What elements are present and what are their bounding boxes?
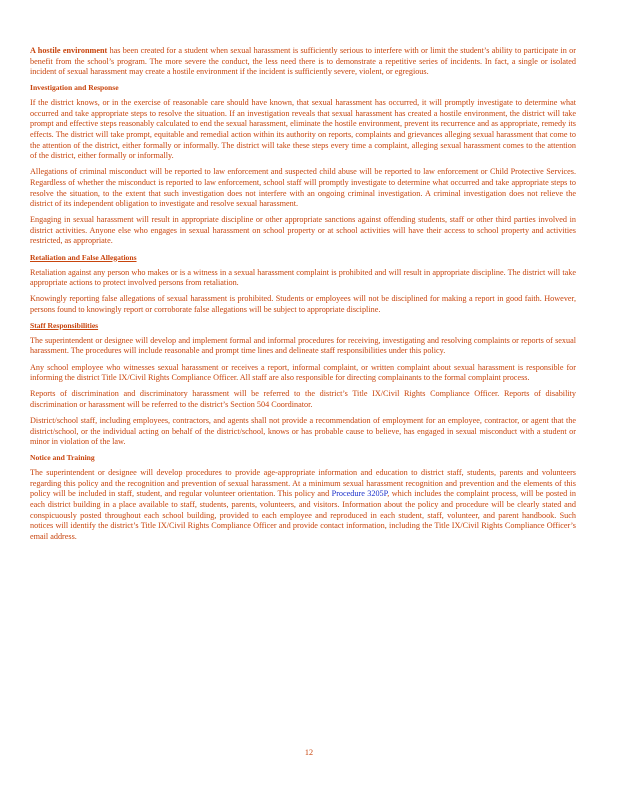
investigation-paragraph-2: Allegations of criminal misconduct will be reported to law enforcement and suspected child abuse will be reported to law enforcement or Child Protective Services. Regardless of whether the misconduct is reported to law enforcement, school staff will promptly investigate to determine what occurred and take appropriate steps to resolve the situation, to the extent that such investigation does not interfere with an ongoing criminal investigation. A criminal investigation does not relieve the district of its independent obligation to investigate and resolve sexual harassment. — [30, 167, 576, 209]
investigation-paragraph-1: If the district knows, or in the exercise of reasonable care should have known, that sexual harassment has occurred, it will promptly investigate to determine what occurred and take appropriate steps to resolve the situation. If an investigation reveals that sexual harassment has created a hostile environment, the district will take prompt and effective steps reasonably calculated to end the sexual harassment, eliminate the hostile environment, prevent its recurrence and as appropriate, remedy its effects. The district will take prompt, equitable and remedial action within its authority on reports, complaints and grievances alleging sexual harassment that come to the attention of the district, either formally or informally. The district will take these steps every time a complaint, alleging sexual harassment comes to the attention of the district, either formally or informally. — [30, 98, 576, 161]
procedure-link[interactable]: Procedure 3205P — [331, 489, 388, 499]
page-number: 12 — [304, 748, 314, 757]
notice-text-before-link: The superintendent or designee will develop procedures to provide age-appropriate information and education to district staff, students, parents and volunteers regarding this policy and the recognition and prevention of sexual harassment. At a minimum sexual harassment recognition and prevention and the elements of this policy will be included in staff, student, and regular volunteer orientation. This policy and — [30, 468, 576, 499]
investigation-paragraph-3: Engaging in sexual harassment will result in appropriate discipline or other appropriate sanctions against offending students, staff or other third parties involved in district activities. Anyone else who engages in sexual harassment on school property or at school activities will have their access to school property and activities restricted, as appropriate. — [30, 215, 576, 246]
notice-paragraph — [30, 468, 576, 542]
staff-paragraph-2: Any school employee who witnesses sexual harassment or receives a report, informal complaint, or written complaint about sexual harassment is responsible for informing the district Title IX/Civil Rights Compliance Officer. All staff are also responsible for directing complainants to the formal complaint process. — [30, 362, 576, 383]
hostile-environment-term: A hostile environment — [30, 46, 108, 55]
notice-text-after-link: , which includes the complaint process, will be posted in each district building in a place available to staff, students, parents, volunteers, and visitors. Information about the policy and procedure will be clearly stated and conspicuously posted throughout each school building, provided to each employee and reproduced in each student, staff, volunteer, and parent handbook. Such notices will identify the district’s Title IX/Civil Rights Compliance Officer and provide contact information, including the Title IX/Civil Rights Compliance Officer’s email address. — [30, 489, 576, 541]
retaliation-heading: Retaliation and False Allegations — [30, 252, 137, 262]
retaliation-paragraph-1: Retaliation against any person who makes or is a witness in a sexual harassment complaint is prohibited and will result in appropriate discipline. The district will take appropriate actions to protect involved persons from retaliation. — [30, 267, 576, 288]
hostile-environment-paragraph — [30, 46, 576, 78]
staff-paragraph-3: Reports of discrimination and discriminatory harassment will be referred to the district’s Title IX/Civil Rights Compliance Officer. Reports of disability discrimination or harassment will be referred to the district’s Section 504 Coordinator. — [30, 389, 576, 409]
staff-paragraph-4: District/school staff, including employees, contractors, and agents shall not provide a recommendation of employment for an employee, contractor, or agent that the district/school, or the individual acting on behalf of the district/school, knows or has probable cause to believe, has engaged in sexual misconduct with a student or minor in violation of the law. — [30, 415, 576, 447]
retaliation-paragraph-2: Knowingly reporting false allegations of sexual harassment is prohibited. Students or employees will not be disciplined for making a report in good faith. However, persons found to knowingly report or corroborate false allegations will be subject to appropriate discipline. — [30, 294, 576, 314]
hostile-environment-text: has been created for a student when sexual harassment is sufficiently serious to interfere with or limit the student’s ability to participate in or benefit from the school’s program. The more severe the conduct, the less need there is to demonstrate a repetitive series of incidents. In fact, a single or isolated incident of sexual harassment may create a hostile environment if the incident is sufficiently severe, violent, or egregious. — [30, 46, 576, 77]
staff-responsibilities-heading: Staff Responsibilities — [30, 320, 99, 330]
staff-paragraph-1: The superintendent or designee will develop and implement formal and informal procedures for receiving, investigating and resolving complaints or reports of sexual harassment. The procedures will include reasonable and prompt time lines and delineate staff responsibilities under this policy. — [30, 335, 576, 356]
notice-training-heading: Notice and Training — [30, 453, 95, 463]
document-page — [30, 46, 576, 548]
investigation-heading: Investigation and Response — [30, 83, 119, 93]
